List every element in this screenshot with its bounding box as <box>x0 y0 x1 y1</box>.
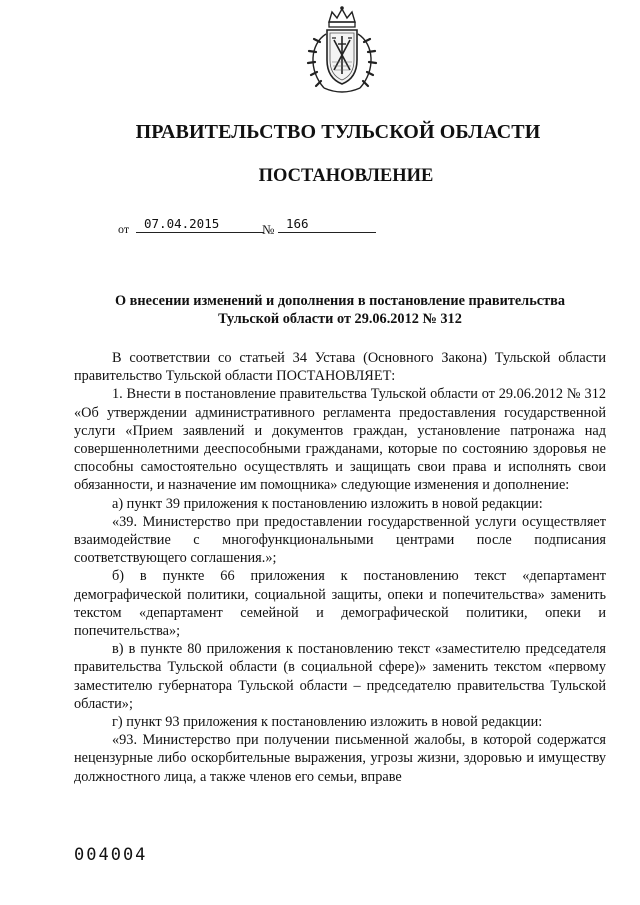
date-number-line <box>118 215 378 237</box>
date-label: от <box>118 222 130 236</box>
paragraph-item-v: в) в пункте 80 приложения к постановлению текст «заместителю председателя правительства Тульской области (в социальной сфере)» заменить текстом «первому заместителю губернатора Тульской области – председателю правительства Тульской области»; <box>74 641 606 712</box>
paragraph-item-1: 1. Внести в постановление правительства Тульской области от 29.06.2012 № 312 «Об утверждении административного регламента предоставления государственной услуги «Прием заявлений и документов граждан, установление патронажа над совершеннолетними дееспособными гражданами, которые по состоянию здоровья не способны самостоятельно осуществлять и защищать свои права и исполнять свои обязанности, и назначение им помощника» следующие изменения и дополнение: <box>74 386 606 494</box>
document-type: ПОСТАНОВЛЕНИЕ <box>258 166 434 186</box>
sheet-serial-number: 004004 <box>74 845 148 865</box>
paragraph-item-g: г) пункт 93 приложения к постановлению изложить в новой редакции: <box>112 714 543 731</box>
document-date: 07.04.2015 <box>136 215 264 233</box>
number-label: № <box>262 222 275 237</box>
paragraph-preamble: В соответствии со статьей 34 Устава (Основного Закона) Тульской области правительство Тульской области ПОСТАНОВЛЯЕТ: <box>74 350 606 385</box>
subject-line-2: Тульской области от 29.06.2012 № 312 <box>218 311 462 327</box>
paragraph-quote-39: «39. Министерство при предоставлении государственной услуги осуществляет взаимодействие с многофункциональными центрами после подписания соответствующего соглашения.»; <box>74 513 606 567</box>
tula-coat-of-arms-icon <box>296 4 388 100</box>
paragraph-item-b: б) в пункте 66 приложения к постановлению текст «департамент демографической политики, социальной защиты, опеки и попечительства» заменить текстом «департамент семейной и демографической политики, опеки и попечительства»; <box>74 568 606 640</box>
document-body <box>74 349 606 786</box>
document-number: 166 <box>278 215 376 233</box>
subject-line-1: О внесении изменений и дополнения в постановление правительства <box>114 293 566 309</box>
paragraph-quote-93: «93. Министерство при получении письменной жалобы, в которой содержатся нецензурные либо оскорбительные выражения, угрозы жизни, здоровью и имуществу должностного лица, а также членов его семьи, вправе <box>74 732 606 785</box>
document-subject <box>70 292 610 328</box>
paragraph-item-a: а) пункт 39 приложения к постановлению изложить в новой редакции: <box>112 495 543 512</box>
government-title: ПРАВИТЕЛЬСТВО ТУЛЬСКОЙ ОБЛАСТИ <box>135 121 541 143</box>
